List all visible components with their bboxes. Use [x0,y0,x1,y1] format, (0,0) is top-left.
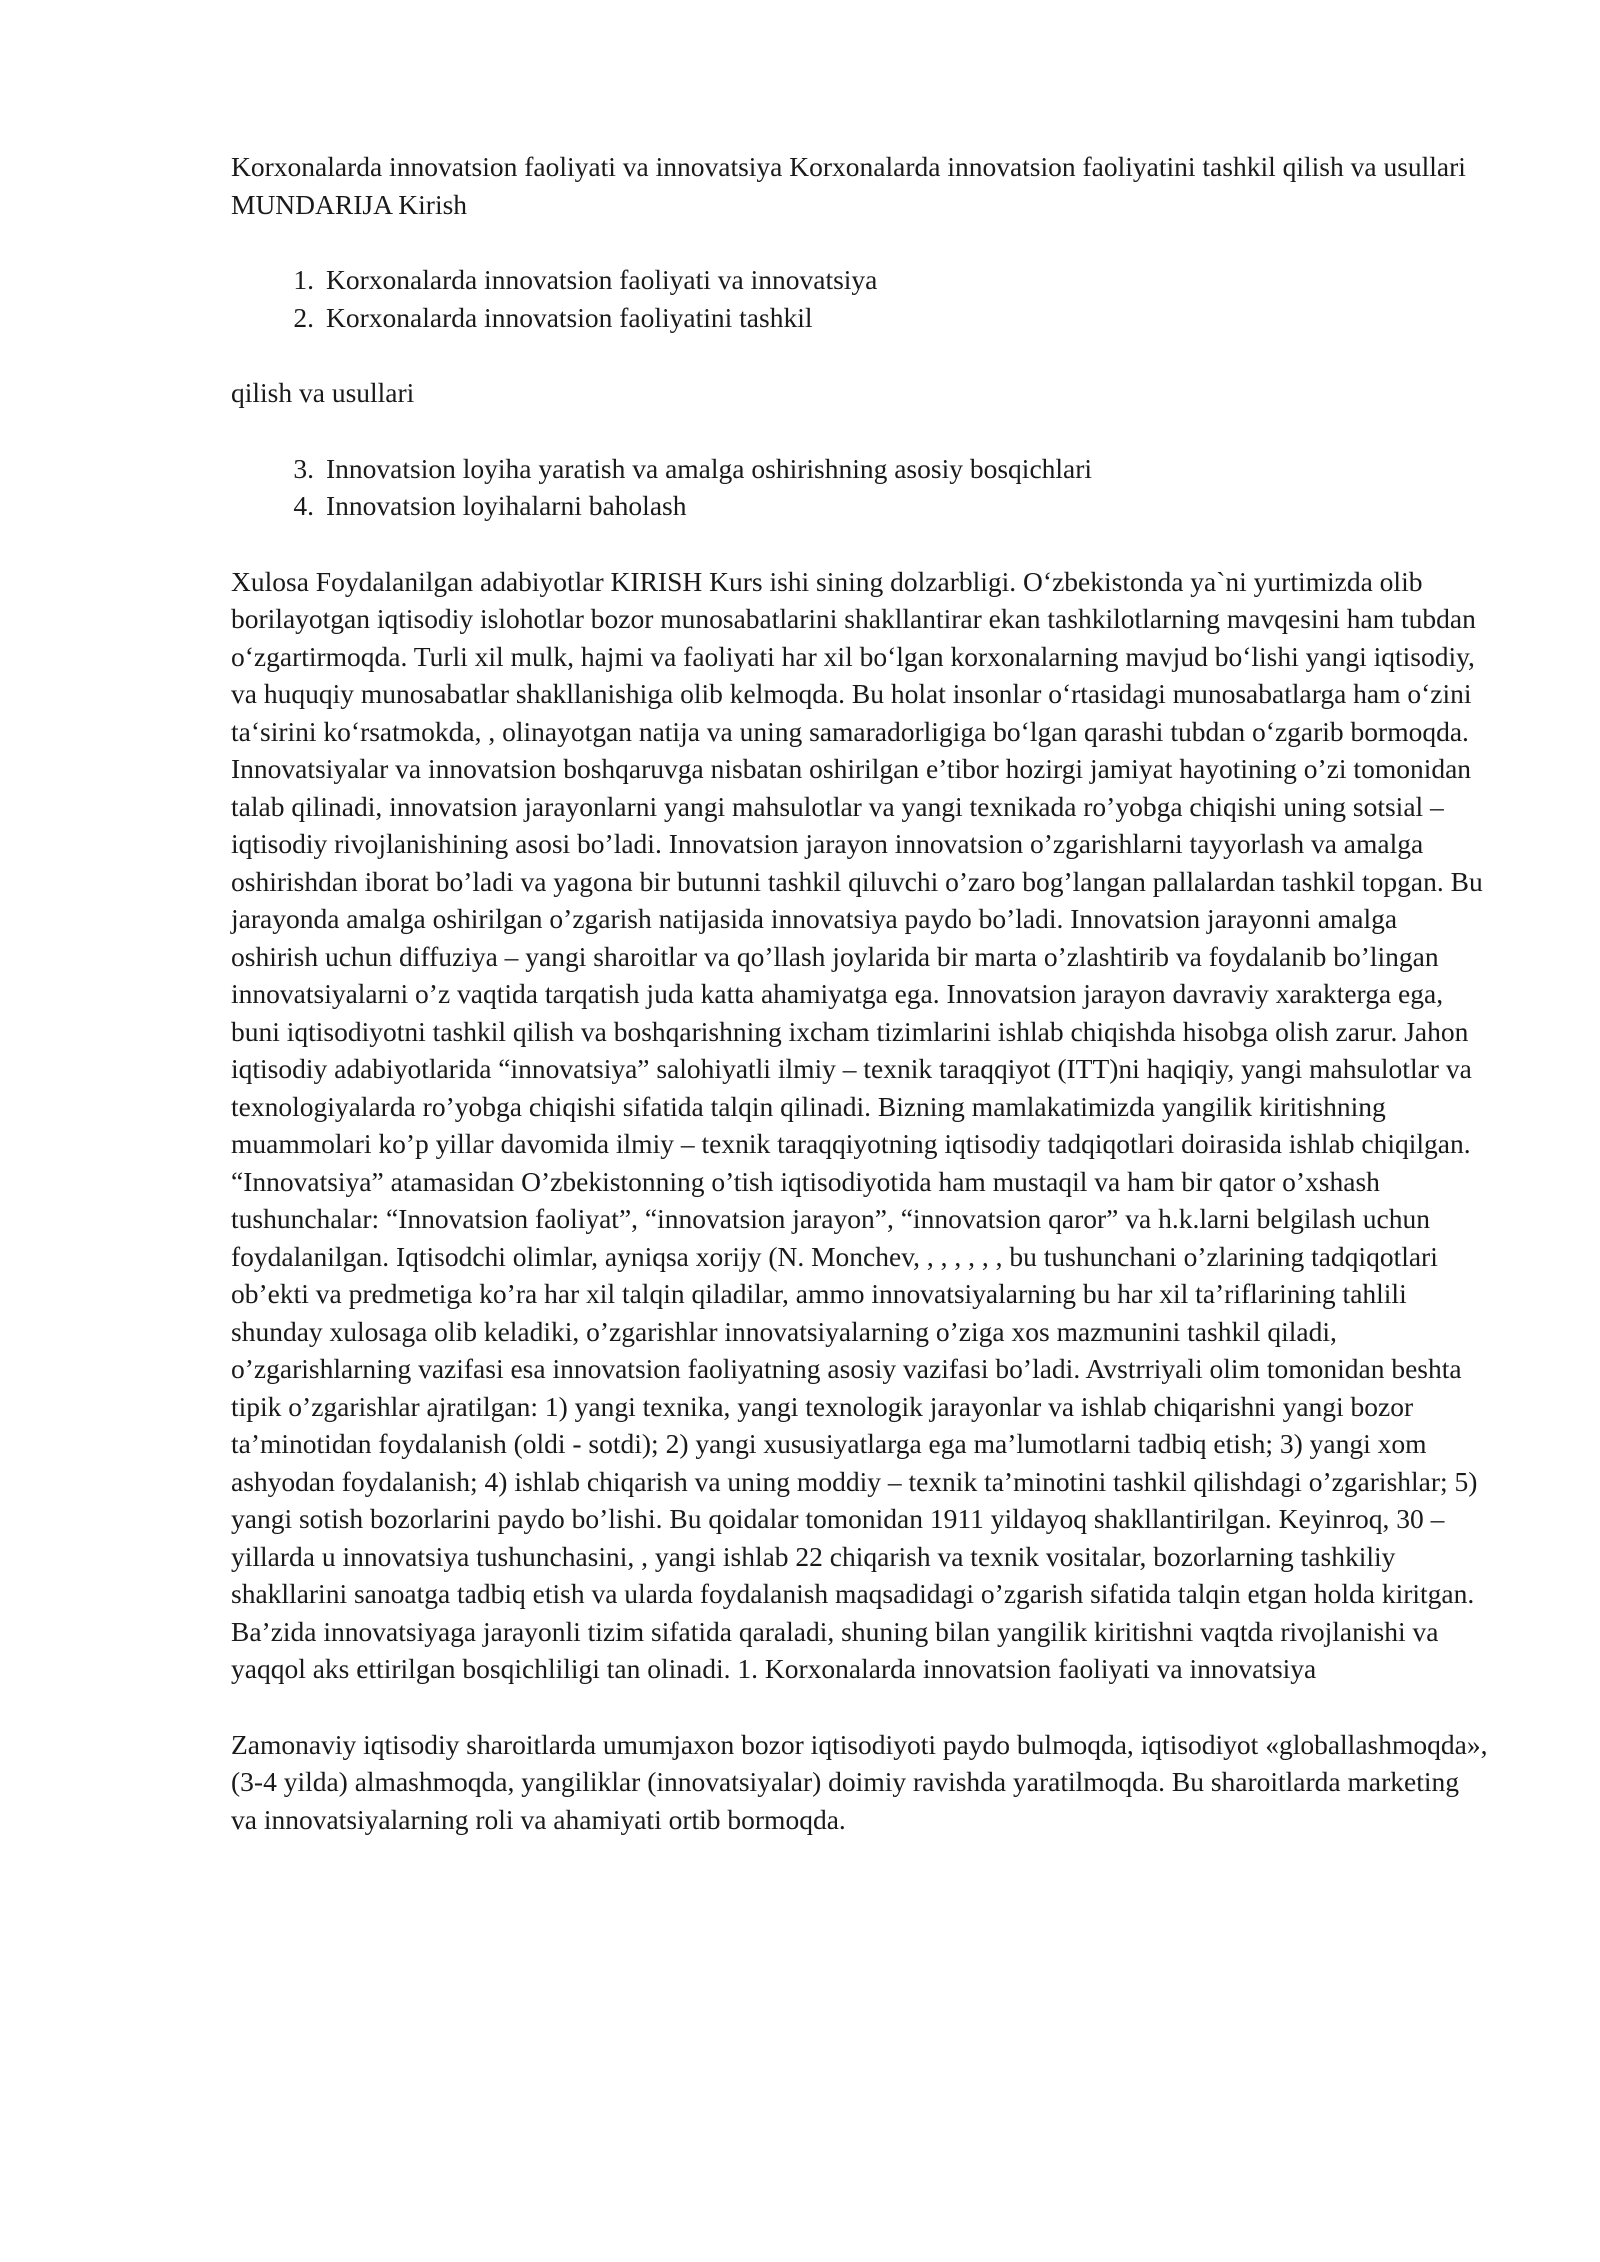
toc-item [231,261,1491,299]
toc-item [231,450,1491,488]
intro-paragraph: Korxonalarda innovatsion faoliyati va innovatsiya Korxonalarda innovatsion faoliyatini tashkil qilish va usullari MUNDARIJA Kirish [231,151,1466,220]
toc-list-first [231,261,1491,336]
toc-item [231,299,1491,337]
document-page [231,148,1491,1838]
toc-item-number: 4. [293,490,314,521]
toc-continuation: qilish va usullari [231,377,415,408]
closing-paragraph: Zamonaviy iqtisodiy sharoitlarda umumjaxon bozor iqtisodiyoti paydo bulmoqda, iqtisodiyot «globallashmoqda», (3-4 yilda) almashmoqda, yangiliklar (innovatsiyalar) doimiy ravishda yaratilmoqda. Bu sharoitlarda marketing va innovatsiyalarning roli va ahamiyati ortib bormoqda. [231,1728,1488,1835]
toc-item-text: Innovatsion loyiha yaratish va amalga oshirishning asosiy bosqichlari [326,452,1093,484]
toc-item-number: 1. [293,264,314,295]
toc-item-text: Innovatsion loyihalarni baholash [326,490,687,521]
toc-list-second [231,450,1491,525]
toc-item-text: Korxonalarda innovatsion faoliyati va innovatsiya [326,264,878,295]
toc-item-number: 2. [293,301,314,333]
toc-item-number: 3. [293,452,314,484]
toc-item-text: Korxonalarda innovatsion faoliyatini tashkil [326,301,813,333]
toc-item [231,487,1491,525]
body-paragraph: Xulosa Foydalanilgan adabiyotlar KIRISH Kurs ishi sining dolzarbligi. O‘zbekistonda ya`ni yurtimizda olib borilayotgan iqtisodiy islohotlar bozor munosabatlarini shakllantirar ekan tashkilotlarning mavqesini ham tubdan o‘zgartirmoqda. Turli xil mulk, hajmi va faoliyati har xil bo‘lgan korxonalarning mavjud bo‘lishi yangi iqtisodiy, va huquqiy munosabatlar shakllanishiga olib kelmoqda. Bu holat insonlar o‘rtasidagi munosabatlarga ham o‘zini ta‘sirini ko‘rsatmokda, , olinayotgan natija va uning samaradorligiga bo‘lgan qarashi tubdan o‘zgarib bormoqda. Innovatsiyalar va innovatsion boshqaruvga nisbatan oshirilgan e’tibor hozirgi jamiyat hayotining o’zi tomonidan talab qilinadi, innovatsion jarayonlarni yangi mahsulotlar va yangi texnikada ro’yobga chiqishi uning sotsial – iqtisodiy rivojlanishining asosi bo’ladi. Innovatsion jarayon innovatsion o’zgarishlarni tayyorlash va amalga oshirishdan iborat bo’ladi va yagona bir butunni tashkil qiluvchi o’zaro bog’langan pallalardan tashkil topgan. Bu jarayonda amalga oshirilgan o’zgarish natijasida innovatsiya paydo bo’ladi. Innovatsion jarayonni amalga oshirish uchun diffuziya – yangi sharoitlar va qo’llash joylarida bir marta o’zlashtirib va foydalanib bo’lingan innovatsiyalarni o’z vaqtida tarqatish juda katta ahamiyatga ega. Innovatsion jarayon davraviy xarakterga ega, buni iqtisodiyotni tashkil qilish va boshqarishning ixcham tizimlarini ishlab chiqishda hisobga olish zarur. Jahon iqtisodiy adabiyotlarida “innovatsiya” salohiyatli ilmiy – texnik taraqqiyot (ITT)ni haqiqiy, yangi mahsulotlar va texnologiyalarda ro’yobga chiqishi sifatida talqin qilinadi. Bizning mamlakatimizda yangilik kiritishning muammolari ko’p yillar davomida ilmiy – texnik taraqqiyotning iqtisodiy tadqiqotlari doirasida ishlab chiqilgan. “Innovatsiya” atamasidan O’zbekistonning o’tish iqtisodiyotida ham mustaqil va ham bir qator o’xshash tushunchalar: “Innovatsion faoliyat”, “innovatsion jarayon”, “innovatsion qaror” va h.k.larni belgilash uchun foydalanilgan. Iqtisodchi olimlar, ayniqsa xorijy (N. Monchev, , , , , , , bu tushunchani o’zlarining tadqiqotlari ob’ekti va predmetiga ko’ra har xil talqin qiladilar, ammo innovatsiyalarning bu har xil ta’riflarining tahlili shunday xulosaga olib keladiki, o’zgarishlar innovatsiyalarning o’ziga xos mazmunini tashkil qiladi, o’zgarishlarning vazifasi esa innovatsion faoliyatning asosiy vazifasi bo’ladi. Avstrriyali olim tomonidan beshta tipik o’zgarishlar ajratilgan: 1) yangi texnika, yangi texnologik jarayonlar va ishlab chiqarishni yangi bozor ta’minotidan foydalanish (oldi - sotdi); 2) yangi xususiyatlarga ega ma’lumotlarni tadbiq etish; 3) yangi xom ashyodan foydalanish; 4) ishlab chiqarish va uning moddiy – texnik ta’minotini tashkil qilishdagi o’zgarishlar; 5) yangi sotish bozorlarini paydo bo’lishi. Bu qoidalar tomonidan 1911 yildayoq shakllantirilgan. Keyinroq, 30 – yillarda u innovatsiya tushunchasini, , yangi ishlab 22 chiqarish va texnik vositalar, bozorlarning tashkiliy shakllarini sanoatga tadbiq etish va ularda foydalanish maqsadidagi o’zgarish sifatida talqin etgan holda kiritgan. Ba’zida innovatsiyaga jarayonli tizim sifatida qaraladi, shuning bilan yangilik kiritishni vaqtda rivojlanishi va yaqqol aks ettirilgan bosqichliligi tan olinadi. 1. Korxonalarda innovatsion faoliyati va innovatsiya [231,565,1483,1684]
